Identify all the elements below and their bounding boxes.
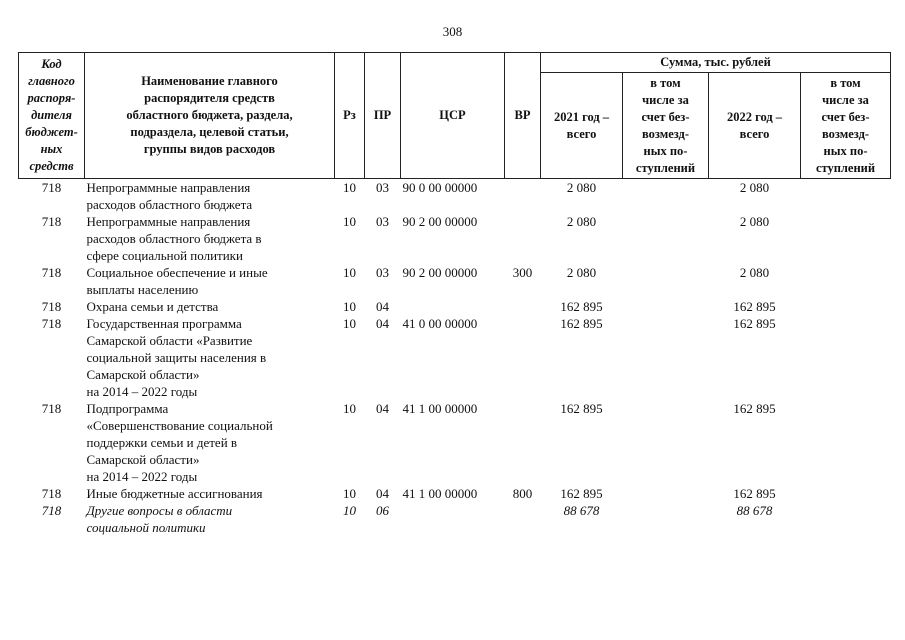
row-sum-2021: 162 895 (560, 401, 603, 416)
header-code: Код главного распоря- дителя бюджет- ных средств (19, 53, 85, 179)
header-2021-gratuitous: в том числе за счет без- возмезд- ных по- ступлений (623, 73, 709, 179)
row-csr: 41 1 00 00000 (402, 486, 478, 501)
row-vr (505, 213, 541, 264)
row-code: 718 (41, 316, 62, 331)
row-gratuitous-2021 (623, 213, 709, 264)
row-name: Подпрограмма «Совершенствование социальной поддержки семьи и детей в Самарской области» на 2014 – 2022 годы (86, 401, 273, 484)
row-rz: 10 (343, 486, 356, 501)
row-gratuitous-2022 (801, 502, 891, 536)
table-row (19, 213, 891, 264)
row-code: 718 (41, 180, 62, 195)
row-csr: 90 0 00 00000 (402, 180, 478, 195)
row-name: Непрограммные направления расходов областного бюджета (86, 180, 253, 212)
row-name: Другие вопросы в области социальной политики (86, 503, 233, 535)
row-csr (401, 502, 505, 536)
row-sum-2022: 2 080 (739, 214, 770, 229)
row-gratuitous-2022 (801, 315, 891, 400)
row-rz: 10 (343, 214, 356, 229)
row-name: Социальное обеспечение и иные выплаты населению (86, 265, 268, 297)
row-csr: 90 2 00 00000 (402, 214, 478, 229)
row-vr: 300 (512, 265, 533, 280)
table-body (19, 179, 891, 537)
row-sum-2022: 2 080 (739, 180, 770, 195)
row-rz: 10 (343, 316, 356, 331)
row-pr: 03 (376, 180, 389, 195)
row-gratuitous-2022 (801, 264, 891, 298)
header-rz: Рз (335, 53, 365, 179)
header-pr: ПР (365, 53, 401, 179)
row-vr (505, 298, 541, 315)
table-row (19, 485, 891, 502)
row-vr (505, 400, 541, 485)
row-pr: 03 (376, 214, 389, 229)
row-pr: 06 (376, 503, 389, 518)
row-vr (505, 315, 541, 400)
row-gratuitous-2022 (801, 400, 891, 485)
row-csr: 41 1 00 00000 (402, 401, 478, 416)
header-name: Наименование главного распорядителя средств областного бюджета, раздела, подраздела, целевой статьи, группы видов расходов (85, 53, 335, 179)
row-name: Охрана семьи и детства (86, 299, 219, 314)
table-row (19, 298, 891, 315)
row-rz: 10 (343, 503, 356, 518)
row-gratuitous-2021 (623, 502, 709, 536)
page-number: 308 (442, 24, 463, 39)
row-gratuitous-2021 (623, 298, 709, 315)
row-rz: 10 (343, 401, 356, 416)
table-row (19, 264, 891, 298)
row-pr: 04 (376, 401, 389, 416)
row-code: 718 (41, 503, 62, 518)
row-csr: 41 0 00 00000 (402, 316, 478, 331)
header-2022-total: 2022 год – всего (709, 73, 801, 179)
row-sum-2021: 162 895 (560, 486, 603, 501)
row-csr (401, 298, 505, 315)
row-gratuitous-2022 (801, 298, 891, 315)
row-sum-2022: 2 080 (739, 265, 770, 280)
row-code: 718 (41, 401, 62, 416)
row-vr (505, 502, 541, 536)
row-pr: 03 (376, 265, 389, 280)
row-vr (505, 179, 541, 214)
table-row (19, 315, 891, 400)
row-sum-2021: 2 080 (566, 180, 597, 195)
row-sum-2021: 2 080 (566, 214, 597, 229)
row-sum-2022: 88 678 (736, 503, 773, 518)
row-name: Государственная программа Самарской области «Развитие социальной защиты населения в Самарской области» на 2014 – 2022 годы (86, 316, 267, 399)
row-pr: 04 (376, 486, 389, 501)
row-gratuitous-2021 (623, 264, 709, 298)
row-pr: 04 (376, 299, 389, 314)
row-rz: 10 (343, 265, 356, 280)
header-2021-total: 2021 год – всего (541, 73, 623, 179)
header-sum: Сумма, тыс. рублей (541, 53, 891, 73)
row-sum-2021: 2 080 (566, 265, 597, 280)
row-gratuitous-2022 (801, 213, 891, 264)
header-2022-gratuitous: в том числе за счет без- возмезд- ных по- ступлений (801, 73, 891, 179)
row-gratuitous-2021 (623, 315, 709, 400)
row-sum-2021: 162 895 (560, 299, 603, 314)
row-csr: 90 2 00 00000 (402, 265, 478, 280)
row-gratuitous-2021 (623, 179, 709, 214)
table-row (19, 179, 891, 214)
row-code: 718 (41, 486, 62, 501)
row-sum-2021: 162 895 (560, 316, 603, 331)
row-code: 718 (41, 265, 62, 280)
row-gratuitous-2022 (801, 485, 891, 502)
row-sum-2022: 162 895 (733, 401, 776, 416)
row-vr: 800 (512, 486, 533, 501)
budget-table (18, 52, 891, 536)
row-sum-2021: 88 678 (563, 503, 600, 518)
row-rz: 10 (343, 180, 356, 195)
row-pr: 04 (376, 316, 389, 331)
row-sum-2022: 162 895 (733, 299, 776, 314)
row-gratuitous-2021 (623, 485, 709, 502)
row-name: Непрограммные направления расходов областного бюджета в сфере социальной политики (86, 214, 262, 263)
row-sum-2022: 162 895 (733, 316, 776, 331)
table-row (19, 502, 891, 536)
row-name: Иные бюджетные ассигнования (86, 486, 263, 501)
table-row (19, 400, 891, 485)
row-gratuitous-2021 (623, 400, 709, 485)
row-code: 718 (41, 299, 62, 314)
row-sum-2022: 162 895 (733, 486, 776, 501)
row-rz: 10 (343, 299, 356, 314)
row-code: 718 (41, 214, 62, 229)
header-vr: ВР (505, 53, 541, 179)
header-csr: ЦСР (401, 53, 505, 179)
row-gratuitous-2022 (801, 179, 891, 214)
